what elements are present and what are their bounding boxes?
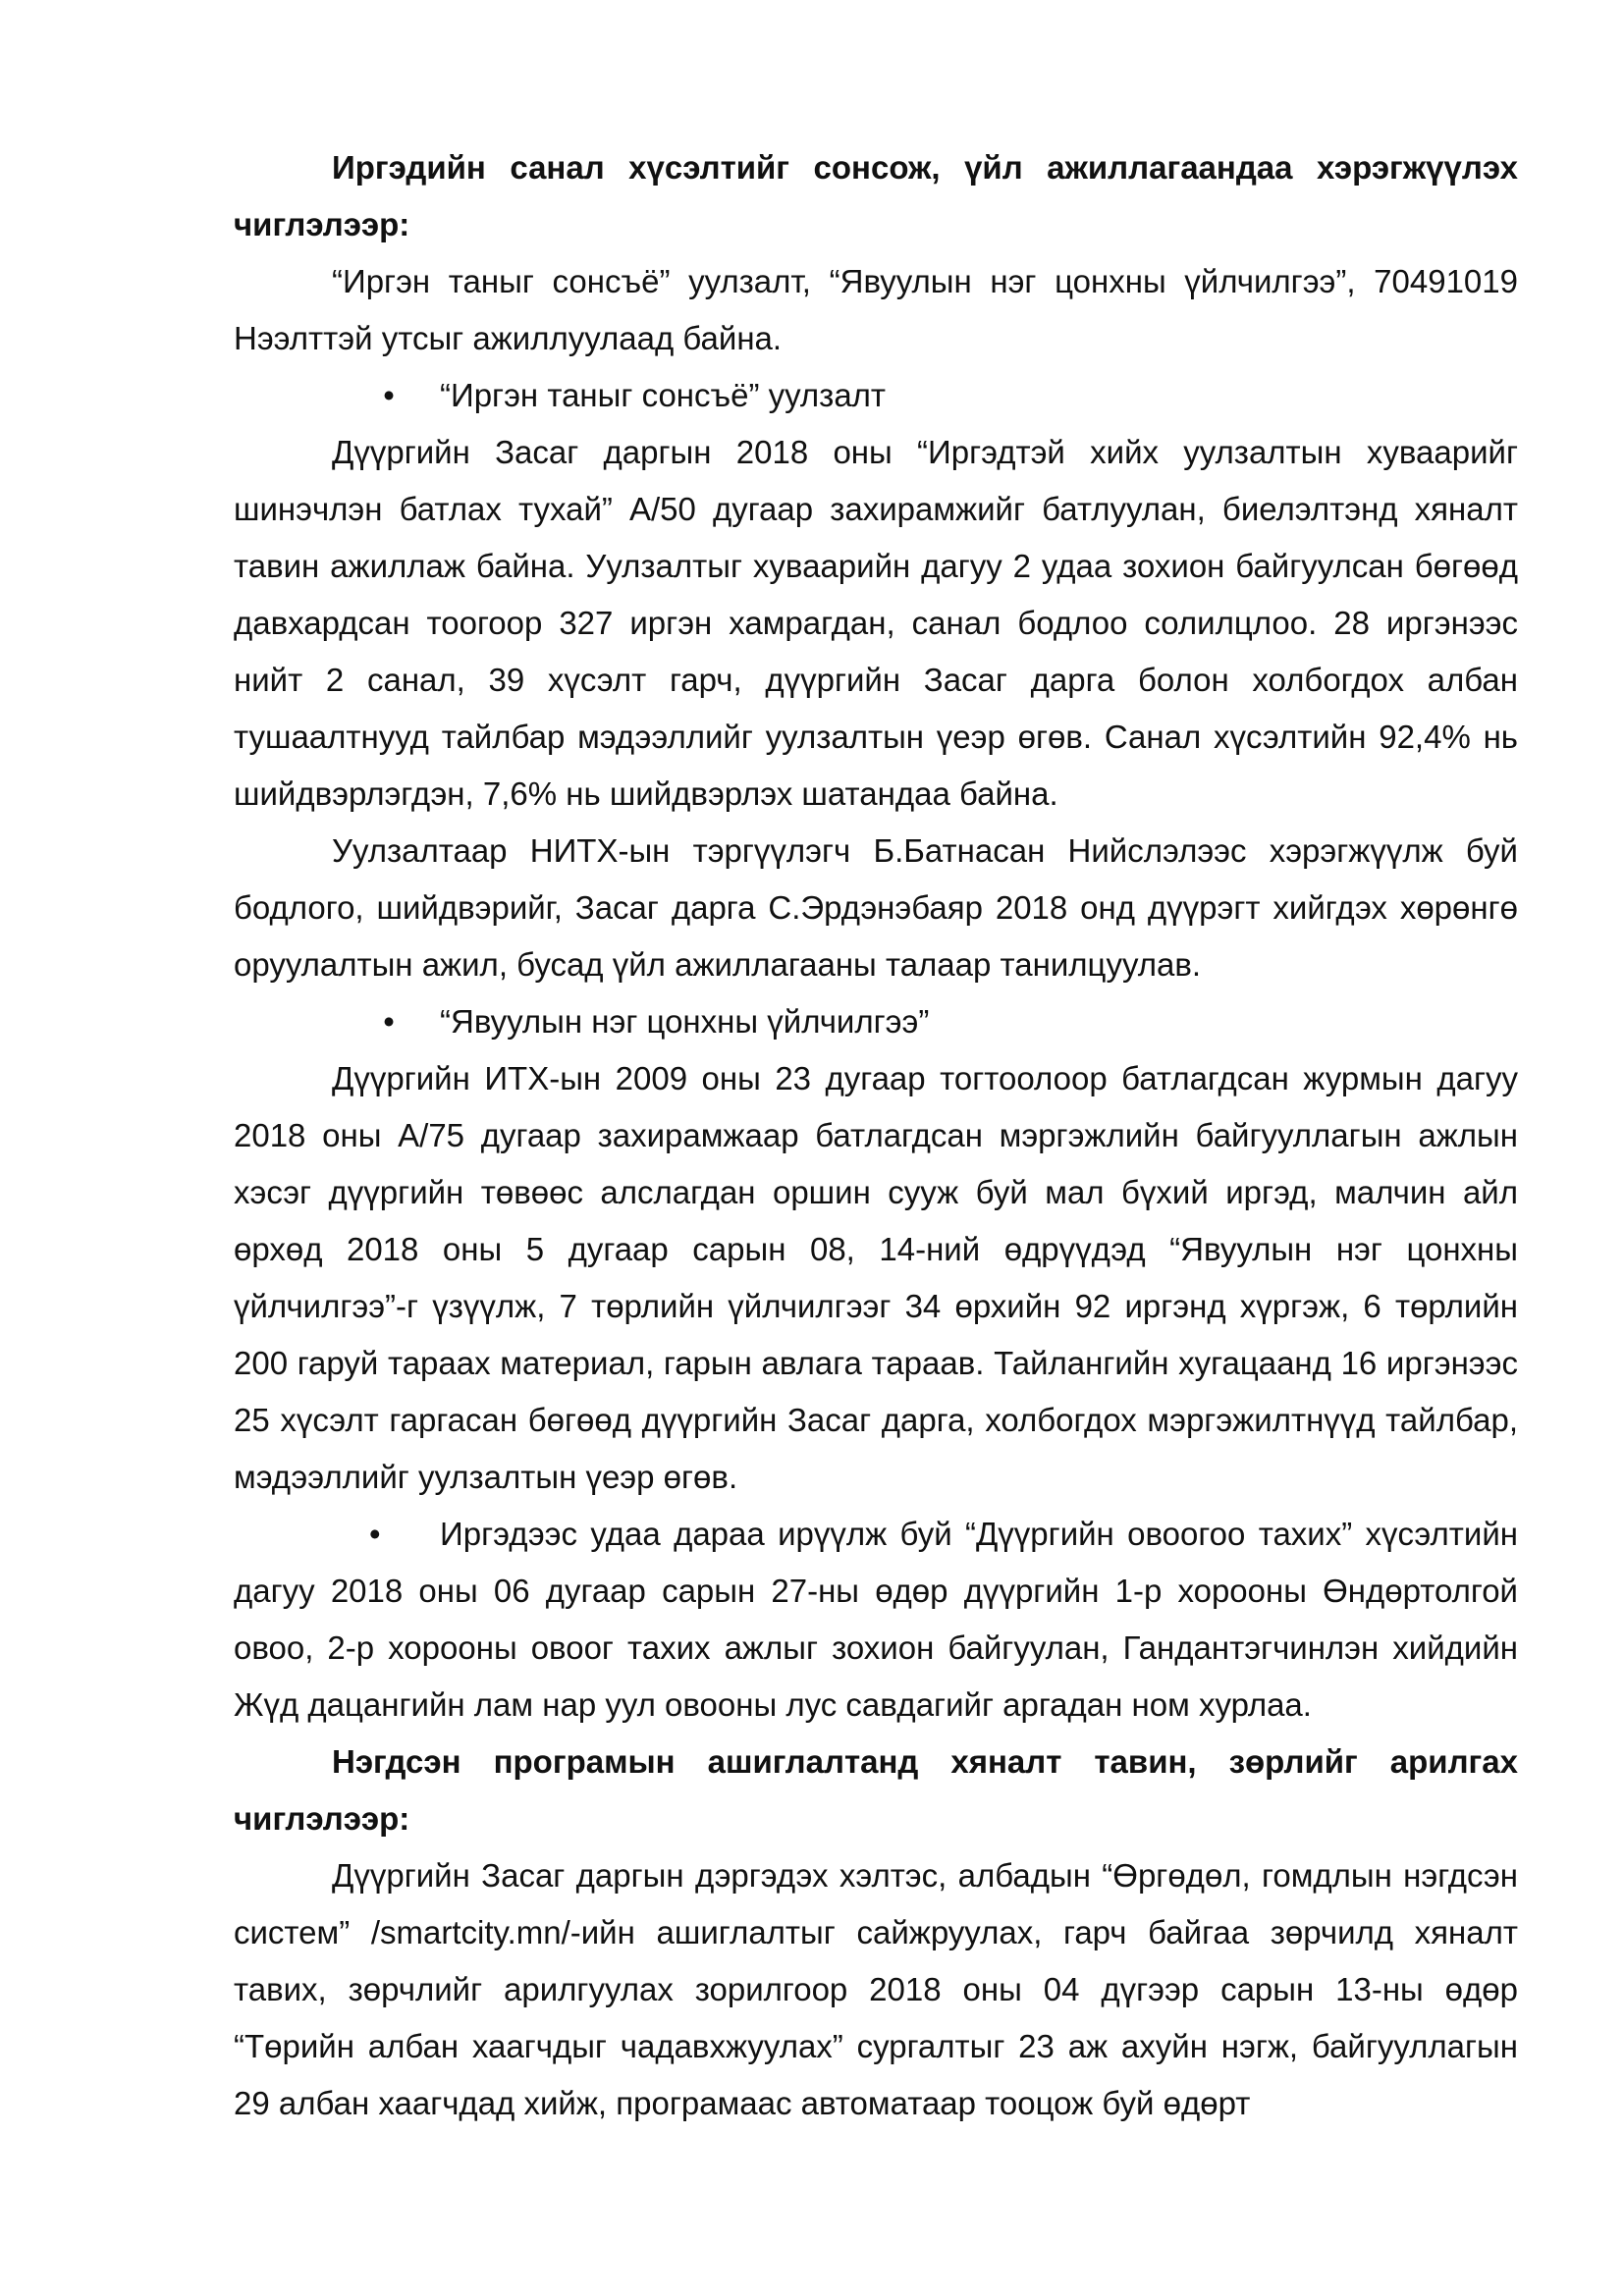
paragraph-intro: “Иргэн таныг сонсъё” уулзалт, “Явуулын нэг цонхны үйлчилгээ”, 70491019 Нээлттэй утсыг ажиллуулаад байна. bbox=[234, 263, 1518, 356]
bullet-item-label: “Иргэн таныг сонсъё” уулзалт bbox=[440, 377, 887, 413]
bullet-item-label: Иргэдээс удаа дараа ирүүлж буй “Дүүргийн овоогоо тахих” хүсэлтийн дагуу 2018 оны 06 дугаар сарын 27-ны өдөр дүүргийн 1-р хорооны Өндөртолгой овоо, 2-р хорооны овоог тахих ажлыг зохион байгуулан, Гандантэгчинлэн хийдийн Жүд дацангийн лам нар уул овооны лус савдагийг аргадан ном хурлаа. bbox=[234, 1516, 1518, 1723]
bullet-item-label: “Явуулын нэг цонхны үйлчилгээ” bbox=[440, 1003, 930, 1040]
bullet-item-listen-to-you bbox=[234, 367, 1518, 424]
paragraph-meetings: Дүүргийн Засаг даргын 2018 оны “Иргэдтэй хийх уулзалтын хуваарийг шинэчлэн батлах тухай” А/50 дугаар захирамжийг батлуулан, биелэлтэнд хяналт тавин ажиллаж байна. Уулзалтыг хуваарийн дагуу 2 удаа зохион байгуулсан бөгөөд давхардсан тоогоор 327 иргэн хамрагдан, санал бодлоо солилцлоо. 28 иргэнээс нийт 2 санал, 39 хүсэлт гарч, дүүргийн Засаг дарга болон холбогдох албан тушаалтнууд тайлбар мэдээллийг уулзалтын үеэр өгөв. Санал хүсэлтийн 92,4% нь шийдвэрлэгдэн, 7,6% нь шийдвэрлэх шатандаа байна. bbox=[234, 434, 1518, 812]
paragraph-smartcity: Дүүргийн Засаг даргын дэргэдэх хэлтэс, албадын “Өргөдөл, гомдлын нэгдсэн систем” /smartcity.mn/-ийн ашиглалтыг сайжруулах, гарч байгаа зөрчилд хяналт тавих, зөрчлийг арилгуулах зорилгоор 2018 оны 04 дүгээр сарын 13-ны өдөр “Төрийн албан хаагчдыг чадавхжуулах” сургалтыг 23 аж ахуйн нэгж, байгууллагын 29 албан хаагчдад хийж, програмаас автоматаар тооцож буй өдөрт bbox=[234, 1857, 1518, 2121]
paragraph-mobile-service: Дүүргийн ИТХ-ын 2009 оны 23 дугаар тогтоолоор батлагдсан журмын дагуу 2018 оны А/75 дугаар захирамжаар батлагдсан мэргэжлийн байгууллагын ажлын хэсэг дүүргийн төвөөс алслагдан оршин сууж буй мал бүхий иргэд, малчин айл өрхөд 2018 оны 5 дугаар сарын 08, 14-ний өдрүүдэд “Явуулын нэг цонхны үйлчилгээ”-г үзүүлж, 7 төрлийн үйлчилгээг 34 өрхийн 92 иргэнд хүргэж, 6 төрлийн 200 гаруй тараах материал, гарын авлага тараав. Тайлангийн хугацаанд 16 иргэнээс 25 хүсэлт гаргасан бөгөөд дүүргийн Засаг дарга, холбогдох мэргэжилтнүүд тайлбар, мэдээллийг уулзалтын үеэр өгөв. bbox=[234, 1060, 1518, 1495]
bullet-icon: • bbox=[369, 1516, 381, 1552]
bullet-icon: • bbox=[383, 1003, 395, 1040]
section-heading-integrated-program: Нэгдсэн програмын ашиглалтанд хяналт тавин, зөрлийг арилгах чиглэлээр: bbox=[234, 1743, 1518, 1837]
bullet-item-mobile-one-window bbox=[234, 993, 1518, 1050]
paragraph-meeting-presentation: Уулзалтаар НИТХ-ын тэргүүлэгч Б.Батнасан Нийслэлээс хэрэгжүүлж буй бодлого, шийдвэрийг, Засаг дарга С.Эрдэнэбаяр 2018 онд дүүрэгт хийгдэх хөрөнгө оруулалтын ажил, бусад үйл ажиллагааны талаар танилцуулав. bbox=[234, 832, 1518, 983]
bullet-item-ovoo-worship bbox=[234, 1506, 1518, 1734]
document-page bbox=[234, 139, 1518, 2132]
section-heading-citizen-feedback: Иргэдийн санал хүсэлтийг сонсож, үйл ажиллагаандаа хэрэгжүүлэх чиглэлээр: bbox=[234, 149, 1518, 242]
bullet-icon: • bbox=[383, 377, 395, 413]
